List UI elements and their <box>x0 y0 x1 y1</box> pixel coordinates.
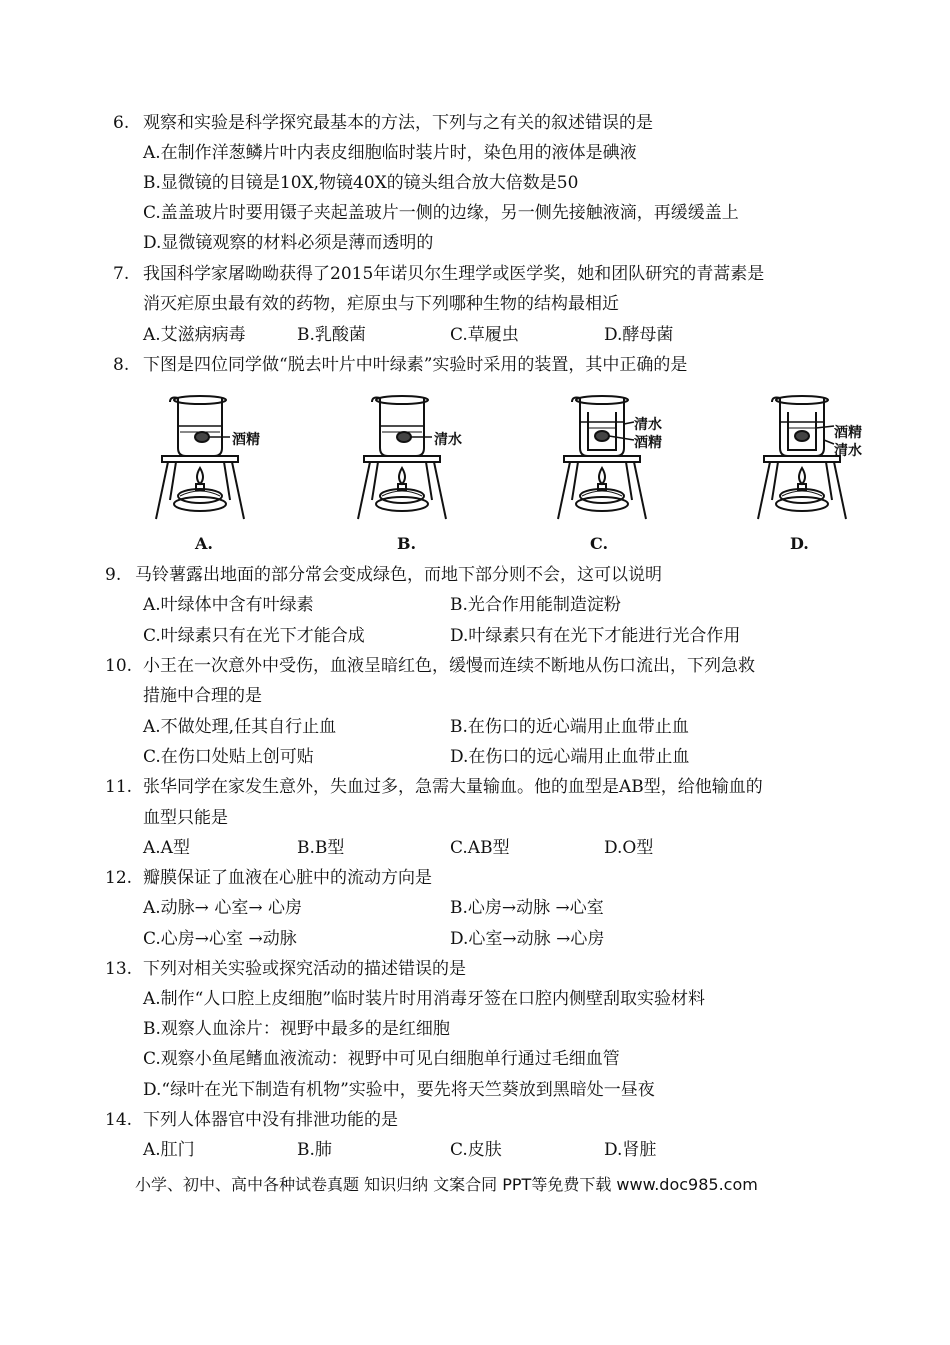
apparatus-c <box>552 392 702 522</box>
q6-stem: 观察和实验是科学探究最基本的方法，下列与之有关的叙述错误的是 <box>143 113 653 133</box>
apparatus-a-caption: A. <box>195 534 213 553</box>
q12-option-d: D.心室→动脉 →心房 <box>450 929 605 949</box>
q9-option-b: B.光合作用能制造淀粉 <box>450 595 621 615</box>
apparatus-c-caption: C. <box>590 534 609 553</box>
q9-number: 9. <box>105 565 122 585</box>
q10-option-c: C.在伤口处贴上创可贴 <box>143 747 314 767</box>
apparatus-figure <box>140 392 880 557</box>
q6-option-a: A.在制作洋葱鳞片叶内表皮细胞临时装片时，染色用的液体是碘液 <box>143 143 637 163</box>
q10-option-b: B.在伤口的近心端用止血带止血 <box>450 717 689 737</box>
q11-option-a: A.A型 <box>143 838 190 858</box>
q6-option-b: B.显微镜的目镜是10X,物镜40X的镜头组合放大倍数是50 <box>143 173 579 193</box>
q14-stem: 下列人体器官中没有排泄功能的是 <box>143 1110 398 1130</box>
q6-number: 6. <box>113 113 130 133</box>
apparatus-a <box>150 392 300 522</box>
apparatus-d-drawing <box>752 392 902 522</box>
q12-number: 12. <box>105 868 133 888</box>
q7-option-d: D.酵母菌 <box>604 325 674 345</box>
q7-number: 7. <box>113 264 130 284</box>
q9-option-d: D.叶绿素只有在光下才能进行光合作用 <box>450 626 741 646</box>
apparatus-b <box>352 392 502 522</box>
q6-option-d: D.显微镜观察的材料必须是薄而透明的 <box>143 233 434 253</box>
apparatus-a-drawing <box>150 392 300 522</box>
apparatus-b-caption: B. <box>397 534 417 553</box>
q12-option-c: C.心房→心室 →动脉 <box>143 929 297 949</box>
q10-number: 10. <box>105 656 133 676</box>
q13-option-b: B.观察人血涂片：视野中最多的是红细胞 <box>143 1019 450 1039</box>
q14-option-c: C.皮肤 <box>450 1140 502 1160</box>
q7-option-c: C.草履虫 <box>450 325 519 345</box>
q11-option-c: C.AB型 <box>450 838 510 858</box>
apparatus-d-label-1: 酒精 <box>834 425 862 441</box>
q7-option-a: A.艾滋病病毒 <box>143 325 246 345</box>
q11-option-d: D.O型 <box>604 838 654 858</box>
q12-option-a: A.动脉→ 心室→ 心房 <box>143 898 302 918</box>
q9-option-a: A.叶绿体中含有叶绿素 <box>143 595 314 615</box>
q10-stem-line1: 小王在一次意外中受伤，血液呈暗红色，缓慢而连续不断地从伤口流出，下列急救 <box>143 656 755 676</box>
q13-option-a: A.制作“人口腔上皮细胞”临时装片时用消毒牙签在口腔内侧壁刮取实验材料 <box>143 989 706 1009</box>
q14-option-d: D.肾脏 <box>604 1140 657 1160</box>
q9-option-c: C.叶绿素只有在光下才能合成 <box>143 626 365 646</box>
apparatus-a-label-1: 酒精 <box>232 432 260 448</box>
q7-stem-line1: 我国科学家屠呦呦获得了2015年诺贝尔生理学或医学奖，她和团队研究的青蒿素是 <box>143 264 765 284</box>
q7-stem-line2: 消灭疟原虫最有效的药物，疟原虫与下列哪种生物的结构最相近 <box>143 294 619 314</box>
apparatus-c-label-2: 酒精 <box>634 435 662 451</box>
apparatus-d-label-2: 清水 <box>834 443 862 459</box>
q10-option-a: A.不做处理,任其自行止血 <box>143 717 337 737</box>
q9-stem: 马铃薯露出地面的部分常会变成绿色，而地下部分则不会，这可以说明 <box>135 565 662 585</box>
q13-option-c: C.观察小鱼尾鳍血液流动：视野中可见白细胞单行通过毛细血管 <box>143 1049 620 1069</box>
q14-number: 14. <box>105 1110 133 1130</box>
q12-stem: 瓣膜保证了血液在心脏中的流动方向是 <box>143 868 432 888</box>
q12-option-b: B.心房→动脉 →心室 <box>450 898 604 918</box>
apparatus-b-label-1: 清水 <box>434 432 462 448</box>
apparatus-c-label-1: 清水 <box>634 417 662 433</box>
q14-option-b: B.肺 <box>297 1140 332 1160</box>
apparatus-d <box>752 392 902 522</box>
q14-option-a: A.肛门 <box>143 1140 195 1160</box>
q6-option-c: C.盖盖玻片时要用镊子夹起盖玻片一侧的边缘，另一侧先接触液滴，再缓缓盖上 <box>143 203 739 223</box>
q11-stem-line1: 张华同学在家发生意外，失血过多，急需大量输血。他的血型是AB型，给他输血的 <box>143 777 763 797</box>
q13-number: 13. <box>105 959 133 979</box>
apparatus-d-caption: D. <box>790 534 809 553</box>
q13-stem: 下列对相关实验或探究活动的描述错误的是 <box>143 959 466 979</box>
apparatus-b-drawing <box>352 392 502 522</box>
q7-option-b: B.乳酸菌 <box>297 325 366 345</box>
apparatus-c-drawing <box>552 392 702 522</box>
q11-number: 11. <box>105 777 133 797</box>
q10-stem-line2: 措施中合理的是 <box>143 686 262 706</box>
footer-banner: 小学、初中、高中各种试卷真题 知识归纳 文案合同 PPT等免费下载 www.doc985.com <box>135 1175 758 1194</box>
q11-option-b: B.B型 <box>297 838 345 858</box>
q8-stem: 下图是四位同学做“脱去叶片中叶绿素”实验时采用的装置，其中正确的是 <box>143 355 688 375</box>
q13-option-d: D.“绿叶在光下制造有机物”实验中，要先将天竺葵放到黑暗处一昼夜 <box>143 1080 655 1100</box>
q10-option-d: D.在伤口的远心端用止血带止血 <box>450 747 690 767</box>
q11-stem-line2: 血型只能是 <box>143 808 228 828</box>
q8-number: 8. <box>113 355 130 375</box>
